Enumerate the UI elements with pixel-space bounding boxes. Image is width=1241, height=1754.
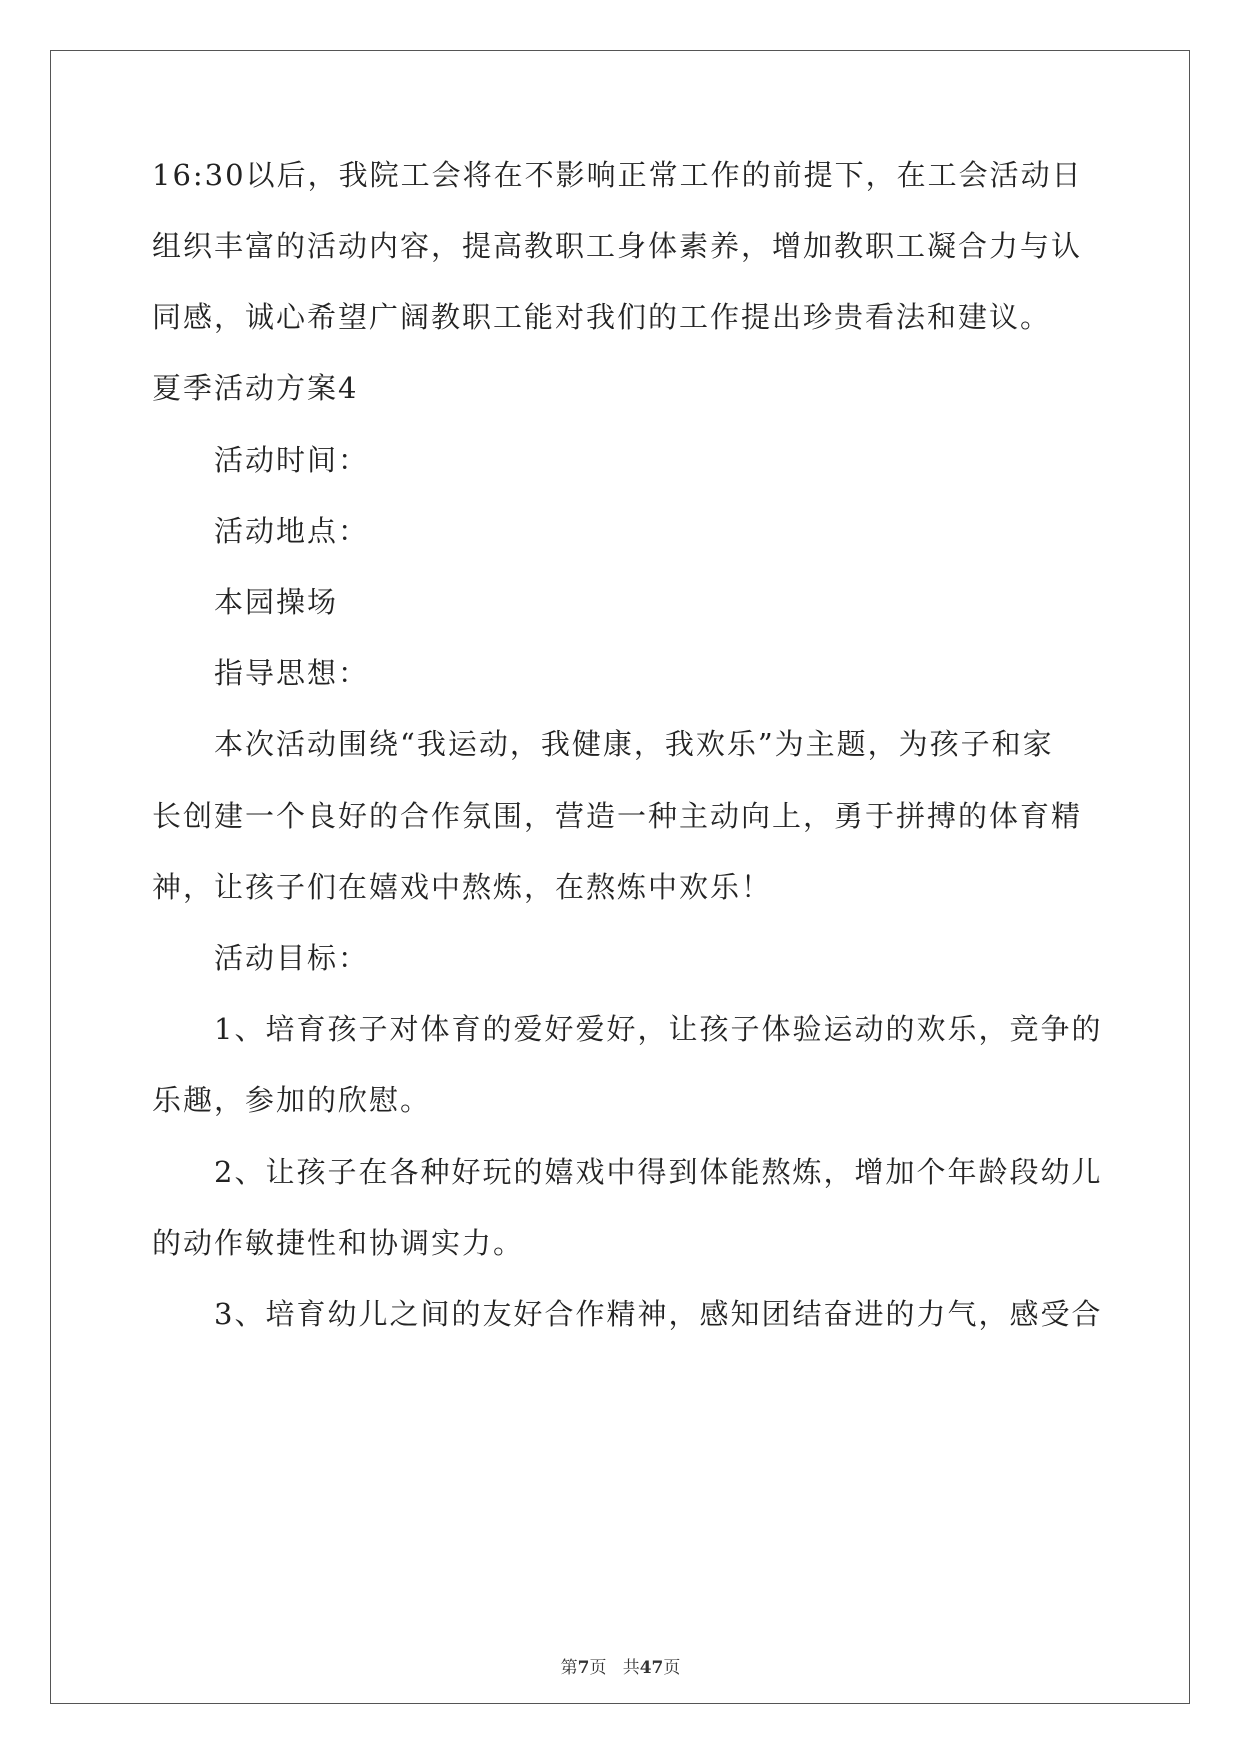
footer-total-suffix: 页 xyxy=(663,1658,681,1678)
text-line: 神，让孩子们在嬉戏中熬炼，在熬炼中欢乐！ xyxy=(152,870,773,904)
page-number: 7 xyxy=(577,1658,590,1678)
section-heading: 夏季活动方案4 xyxy=(152,371,359,405)
field-label: 指导思想： xyxy=(214,656,370,690)
list-item: 1、培育孩子对体育的爱好爱好，让孩子体验运动的欢乐，竞争的 xyxy=(214,1012,1103,1046)
text-line: 本园操场 xyxy=(214,585,339,619)
list-item: 2、让孩子在各种好玩的嬉戏中得到体能熬炼，增加个年龄段幼儿 xyxy=(214,1155,1103,1189)
list-item: 3、培育幼儿之间的友好合作精神，感知团结奋进的力气，感受合 xyxy=(214,1297,1103,1331)
text-line: 同感，诚心希望广阔教职工能对我们的工作提出珍贵看法和建议。 xyxy=(152,300,1052,334)
footer-page-suffix: 页 xyxy=(589,1658,607,1678)
page-footer xyxy=(0,1658,1241,1678)
text-line: 乐趣，参加的欣慰。 xyxy=(152,1083,432,1117)
footer-total-prefix: 共 xyxy=(622,1658,640,1678)
field-label: 活动目标： xyxy=(214,941,370,975)
total-pages: 47 xyxy=(639,1658,664,1678)
text-line: 长创建一个良好的合作氛围，营造一种主动向上，勇于拼搏的体育精 xyxy=(152,799,1083,833)
text-line: 的动作敏捷性和协调实力。 xyxy=(152,1226,525,1260)
field-label: 活动时间： xyxy=(214,443,370,477)
footer-prefix: 第 xyxy=(560,1658,578,1678)
field-label: 活动地点： xyxy=(214,514,370,548)
text-line: 本次活动围绕“我运动，我健康，我欢乐”为主题，为孩子和家 xyxy=(214,727,1054,761)
text-line: 组织丰富的活动内容，提高教职工身体素养，增加教职工凝合力与认 xyxy=(152,229,1083,263)
text-line: 16:30以后，我院工会将在不影响正常工作的前提下，在工会活动日 xyxy=(152,158,1083,192)
